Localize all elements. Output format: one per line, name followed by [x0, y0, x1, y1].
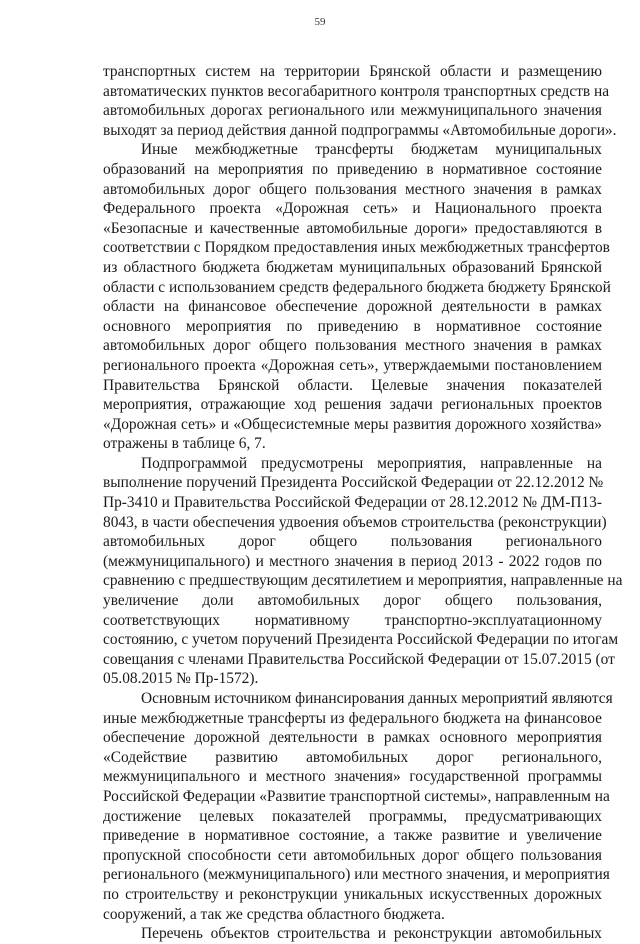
- text-line: Российской Федерации «Развитие транспортной системы», направленным на: [103, 787, 610, 805]
- body-text: [103, 62, 623, 944]
- text-line: достижение целевых показателей программы, предусматривающих: [103, 807, 602, 825]
- paragraph-5: [103, 924, 602, 944]
- text-line: Подпрограммой предусмотрены мероприятия, направленные на: [141, 454, 602, 472]
- text-line: сравнению с предшествующим десятилетием и мероприятия, направленные на: [103, 572, 623, 590]
- text-line: отражены в таблице 6, 7.: [103, 435, 266, 453]
- text-line: состоянию, с учетом поручений Президента Российской Федерации по итогам: [103, 631, 619, 649]
- paragraph-1: [103, 62, 617, 140]
- text-line: соответствующих нормативному транспортно-эксплуатационному: [103, 611, 602, 629]
- text-line: приведение в нормативное состояние, а также развитие и увеличение: [103, 827, 602, 845]
- text-line: Правительства Брянской области. Целевые значения показателей: [103, 376, 602, 394]
- paragraph-4: [103, 689, 613, 924]
- text-line: Федерального проекта «Дорожная сеть» и Национального проекта: [103, 200, 602, 218]
- text-line: автомобильных дорогах регионального или межмуниципального значения: [103, 102, 602, 120]
- text-line: иные межбюджетные трансферты из федерального бюджета на финансовое: [103, 709, 602, 727]
- text-line: выполнение поручений Президента Российской Федерации от 22.12.2012 №: [103, 474, 604, 492]
- text-line: автомобильных дорог общего пользования местного значения в рамках: [103, 180, 602, 198]
- text-line: регионального проекта «Дорожная сеть», утверждаемыми постановлением: [103, 356, 602, 374]
- text-line: «Безопасные и качественные автомобильные дороги» предоставляются в: [103, 219, 602, 237]
- text-line: выходят за период действия данной подпрограммы «Автомобильные дороги».: [103, 121, 617, 139]
- text-line: «Содействие развитию автомобильных дорог регионального,: [103, 748, 602, 766]
- paragraph-2: [103, 140, 611, 454]
- text-line: автоматических пунктов весогабаритного контроля транспортных средств на: [103, 82, 610, 100]
- text-line: 8043, в части обеспечения удвоения объемов строительства (реконструкции): [103, 513, 607, 531]
- text-line: области с использованием средств федерального бюджета бюджету Брянской: [103, 278, 611, 296]
- text-line: области на финансовое обеспечение дорожной деятельности в рамках: [103, 298, 602, 316]
- text-line: (межмуниципального) и местного значения в период 2013 - 2022 годов по: [103, 552, 602, 570]
- text-line: «Дорожная сеть» и «Общесистемные меры развития дорожного хозяйства»: [103, 415, 602, 433]
- paragraph-3: [103, 454, 623, 689]
- text-line: Иные межбюджетные трансферты бюджетам муниципальных: [141, 141, 602, 159]
- text-line: транспортных систем на территории Брянской области и размещению: [103, 63, 602, 80]
- text-line: по строительству и реконструкции уникальных искусственных дорожных: [103, 885, 602, 903]
- text-line: основного мероприятия по приведению в нормативное состояние: [103, 317, 602, 335]
- text-line: обеспечение дорожной деятельности в рамках основного мероприятия: [103, 729, 602, 747]
- text-line: автомобильных дорог общего пользования регионального: [103, 533, 602, 551]
- text-line: соответствии с Порядком предоставления иных межбюджетных трансфертов: [103, 239, 610, 257]
- text-line: совещания с членами Правительства Российской Федерации от 15.07.2015 (от: [103, 650, 615, 668]
- text-line: регионального (межмуниципального) или местного значения, и мероприятия: [103, 866, 610, 884]
- text-line: увеличение доли автомобильных дорог общего пользования,: [103, 592, 602, 610]
- text-line: образований на мероприятия по приведению в нормативное состояние: [103, 160, 602, 178]
- text-line: сооружений, а так же средства областного бюджета.: [103, 905, 445, 923]
- text-line: Пр-3410 и Правительства Российской Федерации от 28.12.2012 № ДМ-П13-: [103, 494, 602, 512]
- text-line: Основным источником финансирования данных мероприятий являются: [141, 690, 613, 707]
- text-line: межмуниципального и местного значения» государственной программы: [103, 768, 602, 786]
- text-line: мероприятия, отражающие ход решения задачи региональных проектов: [103, 396, 602, 414]
- text-line: 05.08.2015 № Пр-1572).: [103, 670, 259, 688]
- text-line: Перечень объектов строительства и реконструкции автомобильных: [141, 925, 602, 943]
- text-line: пропускной способности сети автомобильных дорог общего пользования: [103, 846, 602, 864]
- text-line: из областного бюджета бюджетам муниципальных образований Брянской: [103, 258, 602, 276]
- page-number: 59: [314, 16, 326, 28]
- text-line: автомобильных дорог общего пользования местного значения в рамках: [103, 337, 602, 355]
